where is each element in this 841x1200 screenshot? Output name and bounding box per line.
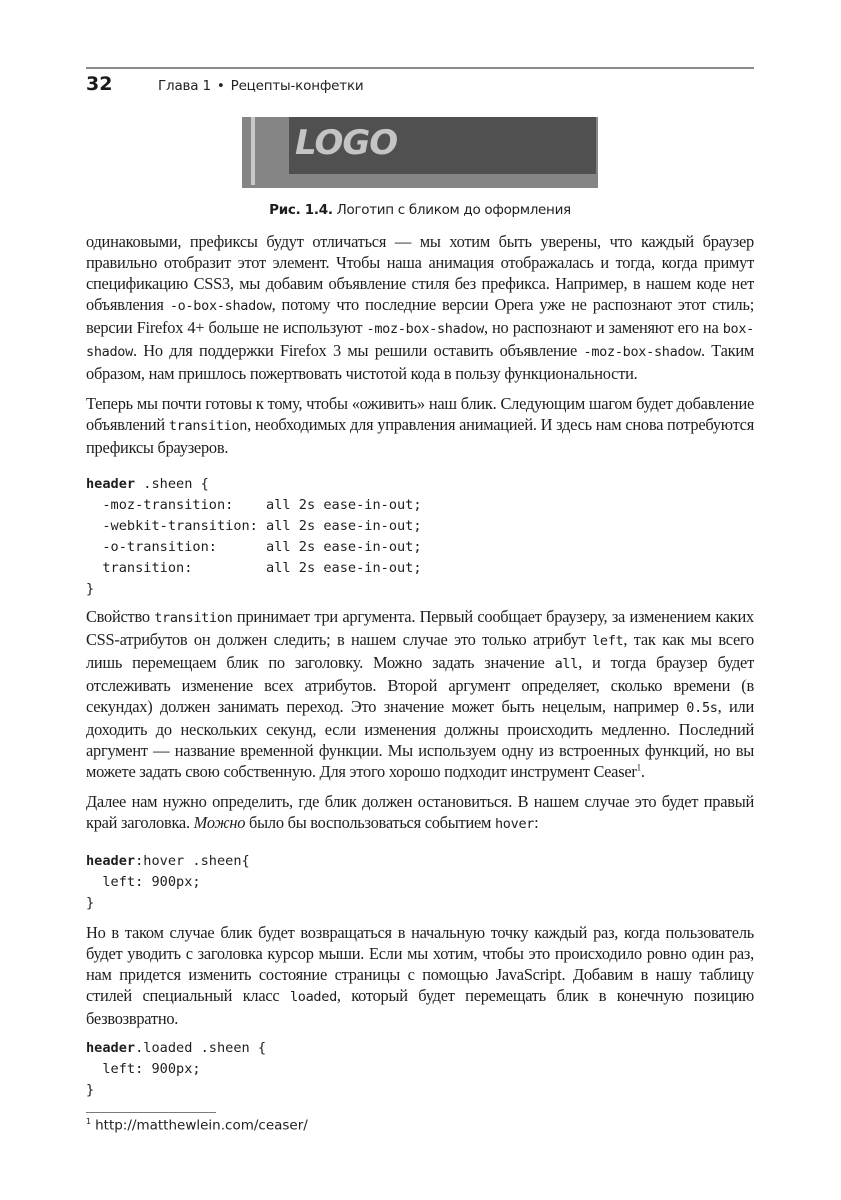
- paragraph-3: [86, 606, 754, 782]
- text: , потому что последние версии Opera уже не распознают этот стиль; версии Firefox 4+ больше не используют: [86, 295, 754, 337]
- running-head: [86, 73, 363, 95]
- code-line: }: [86, 581, 95, 597]
- code-line: .loaded .sheen {: [135, 1040, 267, 1056]
- sheen-bar: [251, 117, 255, 185]
- logo-header-box: [289, 117, 596, 174]
- text: , который будет перемещать блик в конечную позицию безвозвратно.: [86, 986, 754, 1028]
- code-block-hover: [86, 851, 250, 914]
- code-keyword: header: [86, 1040, 136, 1056]
- chapter-label: Глава 1: [158, 78, 211, 94]
- text: принимает три аргумента. Первый сообщает браузеру, за изменением каких CSS-атрибутов он должен следить; в нашем случае это только атрибут: [86, 607, 754, 649]
- book-page: [86, 0, 754, 1200]
- inline-code: transition: [168, 418, 248, 434]
- inline-code: all: [554, 656, 579, 672]
- footnote-rule: [86, 1112, 216, 1113]
- text-block-3: [86, 922, 754, 1038]
- code-block-loaded: [86, 1038, 266, 1101]
- section-title: Рецепты-конфетки: [230, 78, 364, 94]
- text: Свойство: [86, 607, 155, 626]
- inline-code: -moz-box-shadow: [583, 344, 701, 360]
- text: .: [640, 762, 645, 781]
- inline-code: box-shadow: [86, 321, 754, 360]
- logo-figure: [242, 117, 598, 188]
- text: Но в таком случае блик будет возвращаться в начальную точку каждый раз, когда пользователь будет уводить с заголовка курсор мыши. Если мы хотим, чтобы это происходило ровно один раз, нам придется изменить состояние страницы с помощью JavaScript. Добавим в нашу таблицу стилей специальный класс: [86, 923, 754, 1005]
- text: , так как мы всего лишь перемещаем блик по заголовку. Можно задать значение: [86, 630, 754, 672]
- footnote-reference[interactable]: 1: [636, 762, 641, 773]
- text: . Таким образом, нам пришлось пожертвовать чистотой кода в пользу функциональности.: [86, 341, 754, 383]
- text: :: [534, 813, 539, 832]
- code-line: }: [86, 1082, 95, 1098]
- inline-code: 0.5s: [686, 700, 718, 716]
- bullet-separator: •: [216, 78, 225, 94]
- chapter-title: [158, 78, 363, 94]
- logo-text: LOGO: [295, 123, 398, 163]
- figure-caption-text: Логотип с бликом до оформления: [336, 202, 571, 218]
- text-block-1: [86, 231, 754, 467]
- text: Теперь мы почти готовы к тому, чтобы «оживить» наш блик. Следующим шагом будет добавление объявлений: [86, 394, 754, 434]
- text: Далее нам нужно определить, где блик должен остановиться. В нашем случае это будет правый край заголовка.: [86, 792, 754, 832]
- text: , и тогда браузер будет отслеживать изменение всех атрибутов. Второй аргумент определяет, сколько времени (в секундах) должен занимать переход. Это значение может быть нецелым, например: [86, 653, 754, 716]
- code-line: :hover .sheen{: [135, 853, 250, 869]
- inline-code: transition: [154, 610, 233, 626]
- text: , необходимых для управления анимацией. И здесь нам снова потребуются префиксы браузеров.: [86, 415, 754, 457]
- footnote-mark: 1: [86, 1117, 92, 1126]
- code-line: left: 900px;: [86, 1061, 201, 1077]
- code-line: -moz-transition: all 2s ease-in-out;: [86, 497, 422, 513]
- paragraph-2: [86, 393, 754, 458]
- code-line: -webkit-transition: all 2s ease-in-out;: [86, 518, 422, 534]
- text: , но распознают и заменяют его на: [483, 318, 723, 337]
- code-line: transition: all 2s ease-in-out;: [86, 560, 422, 576]
- inline-code: loaded: [289, 989, 337, 1005]
- inline-code: hover: [494, 816, 535, 832]
- code-line: left: 900px;: [86, 874, 201, 890]
- header-rule: [86, 67, 754, 69]
- paragraph-5: [86, 922, 754, 1029]
- code-keyword: header: [86, 853, 136, 869]
- text: одинаковыми, префиксы будут отличаться — мы хотим быть уверены, что каждый браузер правильно отобразит этот элемент. Чтобы наша анимация отображалась и тогда, когда примут спецификацию CSS3, мы добавим объявление стиля без префикса. Например, в нашем коде нет объявления: [86, 232, 754, 314]
- text: , или доходить до нескольких секунд, если изменения должны происходить медленно. Последний аргумент — название временной функции. Мы используем одну из встроенных функций, но вы можете задать свою собственную. Для этого хорошо подходит инструмент Ceaser: [86, 697, 754, 781]
- paragraph-1: [86, 231, 754, 384]
- text-block-2: [86, 606, 754, 844]
- code-line: -o-transition: all 2s ease-in-out;: [86, 539, 422, 555]
- figure-label: Рис. 1.4.: [269, 202, 333, 218]
- text: . Но для поддержки Firefox 3 мы решили оставить объявление: [132, 341, 584, 360]
- footnote: [86, 1117, 308, 1134]
- emphasis: Можно: [193, 813, 246, 832]
- page-number: 32: [86, 73, 113, 95]
- code-line: }: [86, 895, 95, 911]
- code-keyword: header: [86, 476, 136, 492]
- paragraph-4: [86, 791, 754, 835]
- footnote-link[interactable]: http://matthewlein.com/ceaser/: [95, 1117, 308, 1134]
- inline-code: left: [592, 633, 624, 649]
- inline-code: -moz-box-shadow: [366, 321, 484, 337]
- code-line: .sheen {: [135, 476, 209, 492]
- code-block-transition: [86, 474, 422, 600]
- figure-caption: [86, 202, 754, 218]
- text: было бы воспользоваться событием: [245, 813, 495, 832]
- inline-code: -o-box-shadow: [169, 298, 272, 314]
